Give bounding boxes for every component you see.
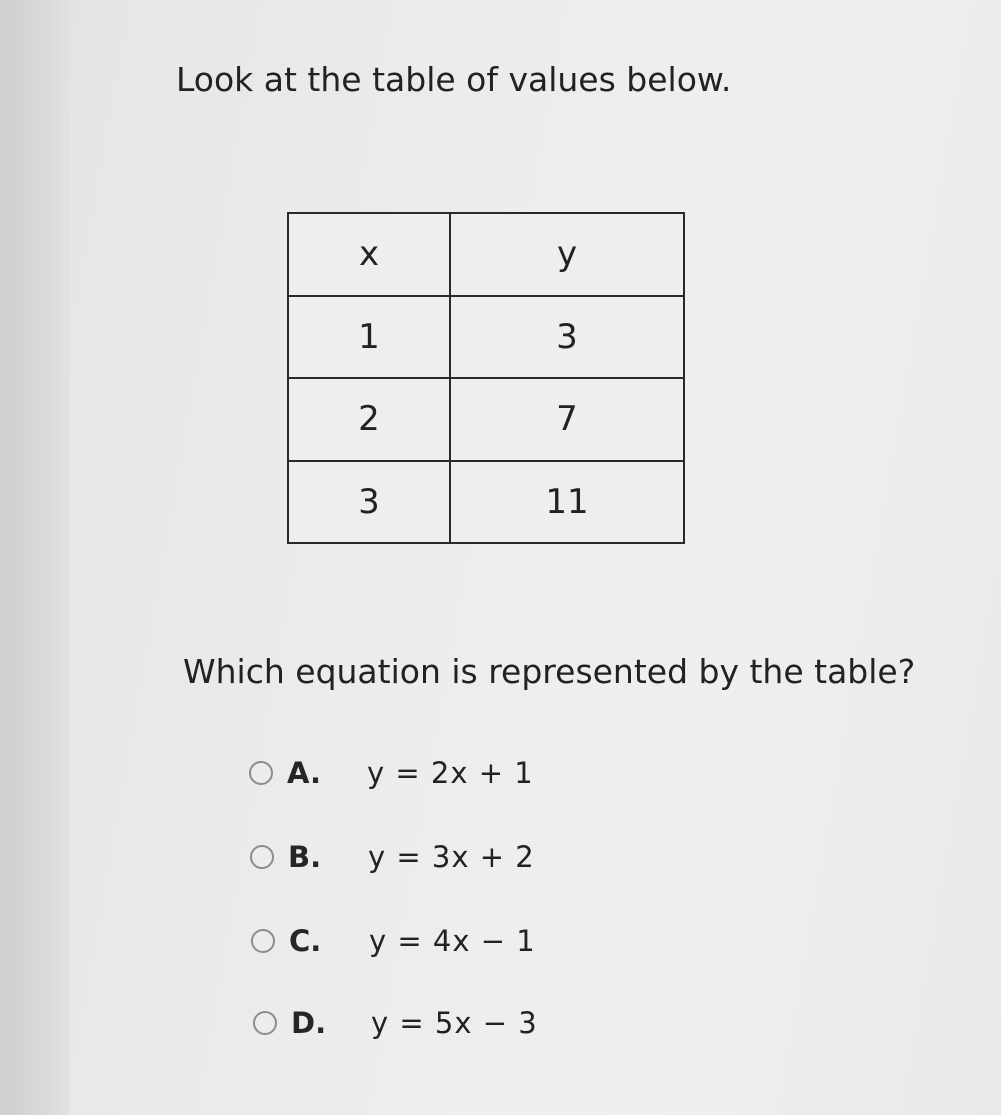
radio-button-icon[interactable] xyxy=(251,929,275,953)
table-cell-x: 1 xyxy=(288,296,450,379)
radio-button-icon[interactable] xyxy=(253,1011,277,1035)
table-row xyxy=(288,461,684,544)
option-equation: y = 4x − 1 xyxy=(369,924,536,958)
prompt-text: Look at the table of values below. xyxy=(176,60,732,99)
answer-option-b[interactable] xyxy=(250,837,535,877)
question-text: Which equation is represented by the table? xyxy=(183,652,916,691)
page-edge-shadow xyxy=(0,0,70,1115)
values-table xyxy=(287,212,685,544)
option-letter: D. xyxy=(291,1006,327,1040)
radio-button-icon[interactable] xyxy=(250,845,274,869)
table-row xyxy=(288,296,684,379)
table-cell-y: 11 xyxy=(450,461,684,544)
table-header-x: x xyxy=(288,213,450,296)
option-equation: y = 3x + 2 xyxy=(368,840,535,874)
table-cell-y: 7 xyxy=(450,378,684,461)
radio-button-icon[interactable] xyxy=(249,761,273,785)
option-equation: y = 5x − 3 xyxy=(371,1006,538,1040)
table-cell-y: 3 xyxy=(450,296,684,379)
option-letter: A. xyxy=(287,756,321,790)
table-header-y: y xyxy=(450,213,684,296)
option-letter: C. xyxy=(289,924,322,958)
answer-option-c[interactable] xyxy=(251,921,536,961)
answer-option-a[interactable] xyxy=(249,753,534,793)
option-letter: B. xyxy=(288,840,322,874)
table-cell-x: 2 xyxy=(288,378,450,461)
answer-option-d[interactable] xyxy=(253,1003,538,1043)
option-equation: y = 2x + 1 xyxy=(367,756,534,790)
table-header-row xyxy=(288,213,684,296)
table-cell-x: 3 xyxy=(288,461,450,544)
table-row xyxy=(288,378,684,461)
